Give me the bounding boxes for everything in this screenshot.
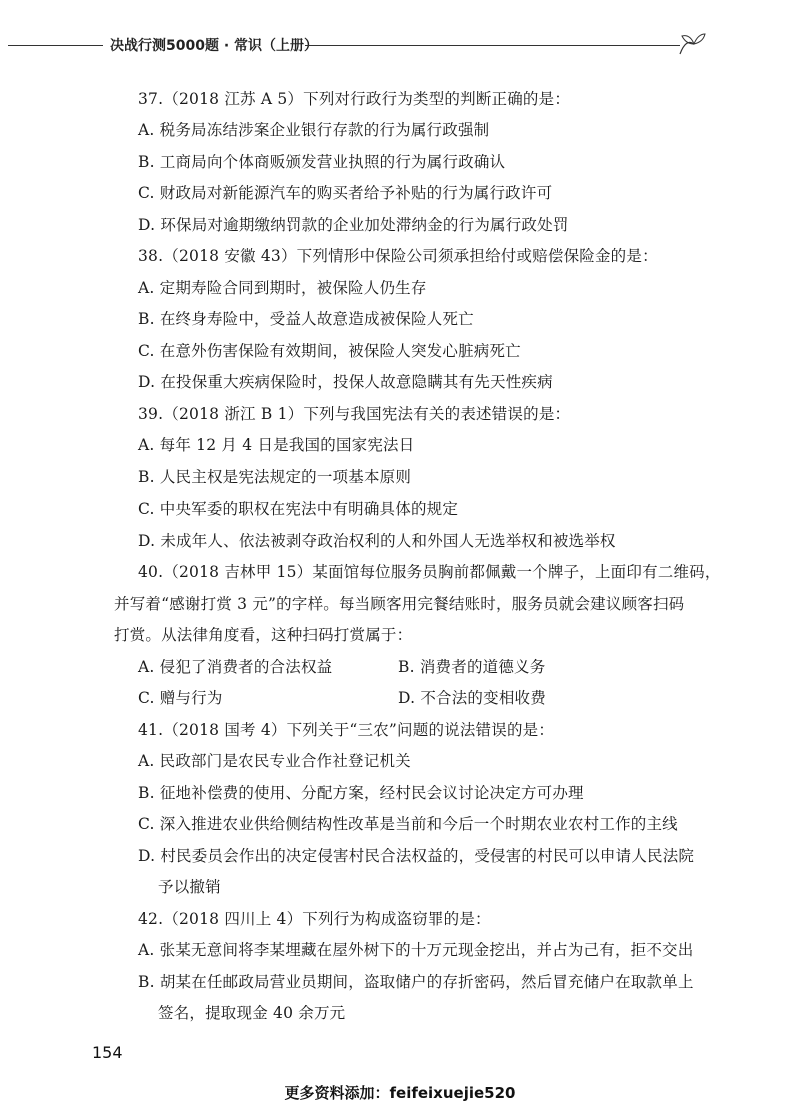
- q42-option-b-cont: 签名，提取现金 40 余万元: [158, 1004, 346, 1022]
- header-rule-right: [305, 45, 680, 46]
- q37-option-c: C. 财政局对新能源汽车的购买者给予补贴的行为属行政许可: [138, 184, 553, 203]
- q37-option-b: B. 工商局向个体商贩颁发营业执照的行为属行政确认: [138, 153, 506, 172]
- q40-option-c: C. 赠与行为: [138, 688, 223, 707]
- q40-option-b: B. 消费者的道德义务: [398, 657, 546, 676]
- q41-option-d: D. 村民委员会作出的决定侵害村民合法权益的，受侵害的村民可以申请人民法院: [138, 846, 695, 865]
- q39-stem: 39.（2018 浙江 B 1）下列与我国宪法有关的表述错误的是：: [138, 405, 571, 424]
- q40-stem-line2: 并写着“感谢打赏 3 元”的字样。每当顾客用完餐结账时，服务员就会建议顾客扫码: [114, 594, 685, 613]
- q38-option-b: B. 在终身寿险中，受益人故意造成被保险人死亡: [138, 310, 474, 329]
- q42-stem: 42.（2018 四川上 4）下列行为构成盗窃罪的是：: [138, 909, 491, 928]
- q37-stem: 37.（2018 江苏 A 5）下列对行政行为类型的判断正确的是：: [138, 90, 571, 108]
- q41-option-a: A. 民政部门是农民专业合作社登记机关: [138, 751, 411, 770]
- q41-stem: 41.（2018 国考 4）下列关于“三农”问题的说法错误的是：: [138, 720, 555, 739]
- q42-option-a: A. 张某无意间将李某埋藏在屋外树下的十万元现金挖出，并占为己有，拒不交出: [138, 940, 694, 959]
- footer-note: 更多资料添加：feifeixuejie520: [284, 1084, 516, 1102]
- q40-stem-line3: 打赏。从法律角度看，这种扫码打赏属于：: [114, 625, 413, 644]
- q39-option-d: D. 未成年人、依法被剥夺政治权利的人和外国人无选举权和被选举权: [138, 531, 616, 550]
- running-header: [0, 34, 800, 58]
- q40-option-d: D. 不合法的变相收费: [398, 688, 546, 707]
- q39-option-c: C. 中央军委的职权在宪法中有明确具体的规定: [138, 499, 459, 518]
- q40-option-a: A. 侵犯了消费者的合法权益: [138, 657, 333, 676]
- q37-option-d: D. 环保局对逾期缴纳罚款的企业加处滞纳金的行为属行政处罚: [138, 216, 569, 235]
- q41-option-c: C. 深入推进农业供给侧结构性改革是当前和今后一个时期农业农村工作的主线: [138, 814, 678, 833]
- q41-option-d-cont: 予以撤销: [158, 877, 221, 896]
- q37-option-a: A. 税务局冻结涉案企业银行存款的行为属行政强制: [138, 121, 490, 140]
- book-title: 决战行测5000题 · 常识（上册）: [110, 38, 319, 54]
- page-number: 154: [92, 1043, 123, 1062]
- q39-option-a: A. 每年 12 月 4 日是我国的国家宪法日: [138, 436, 415, 455]
- q38-option-d: D. 在投保重大疾病保险时，投保人故意隐瞒其有先天性疾病: [138, 373, 553, 392]
- sprout-icon: [676, 30, 706, 58]
- q41-option-b: B. 征地补偿费的使用、分配方案，经村民会议讨论决定方可办理: [138, 783, 584, 802]
- q38-option-c: C. 在意外伤害保险有效期间，被保险人突发心脏病死亡: [138, 342, 521, 361]
- header-rule-left: [8, 45, 103, 46]
- q42-option-b: B. 胡某在任邮政局营业员期间，盗取储户的存折密码，然后冒充储户在取款单上: [138, 972, 694, 991]
- q38-stem: 38.（2018 安徽 43）下列情形中保险公司须承担给付或赔偿保险金的是：: [138, 247, 658, 266]
- q39-option-b: B. 人民主权是宪法规定的一项基本原则: [138, 468, 412, 487]
- q38-option-a: A. 定期寿险合同到期时，被保险人仍生存: [138, 279, 427, 298]
- q40-stem-line1: 40.（2018 吉林甲 15）某面馆每位服务员胸前都佩戴一个牌子，上面印有二维码，: [138, 562, 721, 581]
